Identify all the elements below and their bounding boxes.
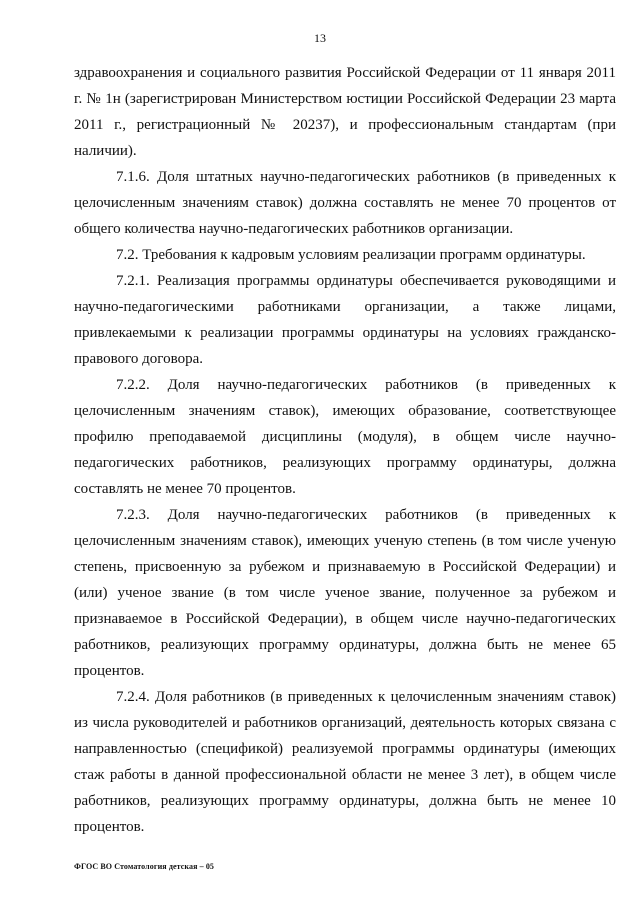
paragraph-7-1-6: 7.1.6. Доля штатных научно-педагогических работников (в приведенных к целочисленным значениям ставок) должна составлять не менее 70 процентов от общего количества научно-педагогических работников организации. xyxy=(74,169,616,237)
paragraph-7-2-heading: 7.2. Требования к кадровым условиям реализации программ ординатуры. xyxy=(116,247,586,263)
document-body xyxy=(74,60,616,840)
paragraph-continuation: здравоохранения и социального развития Российской Федерации от 11 января 2011 г. № 1н (зарегистрирован Министерством юстиции Российской Федерации 23 марта 2011 г., регистрационный № 20237), и профессиональным стандартам (при наличии). xyxy=(74,65,616,159)
page-number: 13 xyxy=(314,31,326,45)
paragraph-7-2-1: 7.2.1. Реализация программы ординатуры обеспечивается руководящими и научно-педагогическими работниками организации, а также лицами, привлекаемыми к реализации программы ординатуры на условиях гражданско-правового договора. xyxy=(74,273,616,367)
paragraph-7-2-2: 7.2.2. Доля научно-педагогических работников (в приведенных к целочисленным значениям ставок), имеющих образование, соответствующее профилю преподаваемой дисциплины (модуля), в общем числе научно-педагогических работников, реализующих программу ординатуры, должна составлять не менее 70 процентов. xyxy=(74,377,616,497)
paragraph-7-2-3: 7.2.3. Доля научно-педагогических работников (в приведенных к целочисленным значениям ставок), имеющих ученую степень (в том числе ученую степень, присвоенную за рубежом и признаваемую в Российской Федерации) и (или) ученое звание (в том числе ученое звание, полученное за рубежом и признаваемое в Российской Федерации), в общем числе научно-педагогических работников, реализующих программу ординатуры, должна быть не менее 65 процентов. xyxy=(74,507,616,679)
document-footer: ФГОС ВО Стоматология детская – 05 xyxy=(74,862,215,871)
paragraph-7-2-4: 7.2.4. Доля работников (в приведенных к целочисленным значениям ставок) из числа руководителей и работников организаций, деятельность которых связана с направленностью (спецификой) реализуемой программы ординатуры (имеющих стаж работы в данной профессиональной области не менее 3 лет), в общем числе работников, реализующих программу ординатуры, должна быть не менее 10 процентов. xyxy=(74,689,616,835)
